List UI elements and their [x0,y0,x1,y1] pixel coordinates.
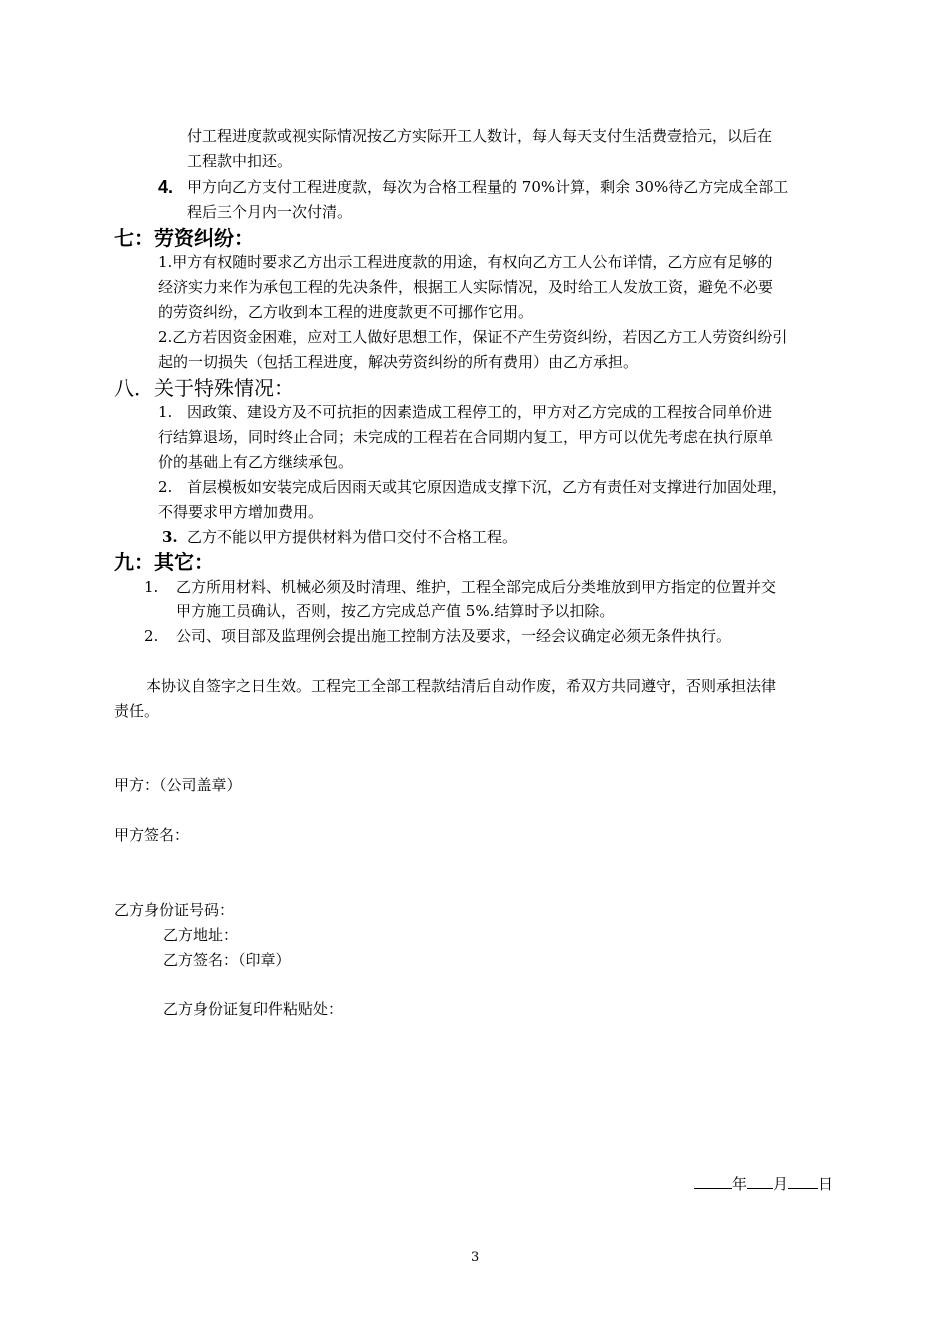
section8-item1-line2: 行结算退场，同时终止合同；未完成的工程若在合同期内复工，甲方可以优先考虑在执行原单 [158,428,774,446]
section6-item4-number: 4. [158,177,174,197]
page-number: 3 [471,1250,480,1265]
day-blank [788,1173,818,1189]
section7-p1-line1: 1.甲方有权随时要求乙方出示工程进度款的用途，有权向乙方工人公布详情，乙方应有足够的 [158,253,773,271]
day-label: 日 [818,1175,834,1193]
section7-p2-line2: 起的一切损失（包括工程进度，解决劳资纠纷的所有费用）由乙方承担。 [158,353,639,371]
party-a-seal-label: 甲方：（公司盖章） [114,776,242,794]
party-a-sign-label: 甲方签名： [114,826,190,844]
party-b-id-label: 乙方身份证号码： [114,901,235,919]
section8-item1-line1: 因政策、建设方及不可抗拒的因素造成工程停工的，甲方对乙方完成的工程按合同单价进 [187,403,773,421]
party-b-id-copy-label: 乙方身份证复印件粘贴处： [163,1000,344,1018]
section6-item4-line1: 甲方向乙方支付工程进度款，每次为合格工程量的 70%计算，剩余 30%待乙方完成全部工 [187,178,789,196]
section7-p1-line3: 的劳资纠纷，乙方收到本工程的进度款更不可挪作它用。 [158,303,534,321]
section6-line2: 工程款中扣还。 [187,152,293,170]
closing-line1: 本协议自签字之日生效。工程完工全部工程款结清后自动作废，希双方共同遵守，否则承担法律 [146,677,777,695]
section8-item2-line2: 不得要求甲方增加费用。 [158,503,324,521]
year-label: 年 [732,1175,748,1193]
section8-item2-line1: 首层模板如安装完成后因雨天或其它原因造成支撑下沉，乙方有责任对支撑进行加固处理， [187,478,788,496]
date-line [694,1172,833,1196]
section7-heading: 七：劳资纠纷： [114,226,254,250]
section6-item4-line2: 程后三个月内一次付清。 [187,203,353,221]
month-label: 月 [773,1175,789,1193]
party-b-address-label: 乙方地址： [163,926,239,944]
month-blank [747,1173,773,1189]
section7-p2-line1: 2.乙方若因资金困难，应对工人做好思想工作，保证不产生劳资纠纷，若因乙方工人劳资纠纷引 [158,328,788,346]
section7-p1-line2: 经济实力来作为承包工程的先决条件，根据工人实际情况，及时给工人发放工资，避免不必要 [158,278,774,296]
section9-item2-number: 2. [144,627,159,645]
section8-item1-number: 1. [158,403,173,421]
section9-item1-line1: 乙方所用材料、机械必须及时清理、维护，工程全部完成后分类堆放到甲方指定的位置并交 [176,578,777,596]
party-b-sign-label: 乙方签名：（印章） [163,951,291,969]
section6-line1: 付工程进度款或视实际情况按乙方实际开工人数计，每人每天支付生活费壹拾元，以后在 [187,127,773,145]
section8-heading: 八．关于特殊情况： [114,376,294,400]
year-blank [694,1173,732,1189]
closing-line2: 责任。 [114,702,160,720]
section9-item1-line2: 甲方施工员确认，否则，按乙方完成总产值 5%.结算时予以扣除。 [176,602,615,620]
section8-item1-line3: 价的基础上有乙方继续承包。 [158,453,354,471]
section8-item2-number: 2. [158,478,173,496]
section9-item2-line1: 公司、项目部及监理例会提出施工控制方法及要求，一经会议确定必须无条件执行。 [176,627,732,645]
section8-item3-line1: 乙方不能以甲方提供材料为借口交付不合格工程。 [187,528,518,546]
section8-item3-number: 3. [162,528,178,546]
section9-heading: 九：其它： [114,550,214,574]
section9-item1-number: 1. [144,578,159,596]
